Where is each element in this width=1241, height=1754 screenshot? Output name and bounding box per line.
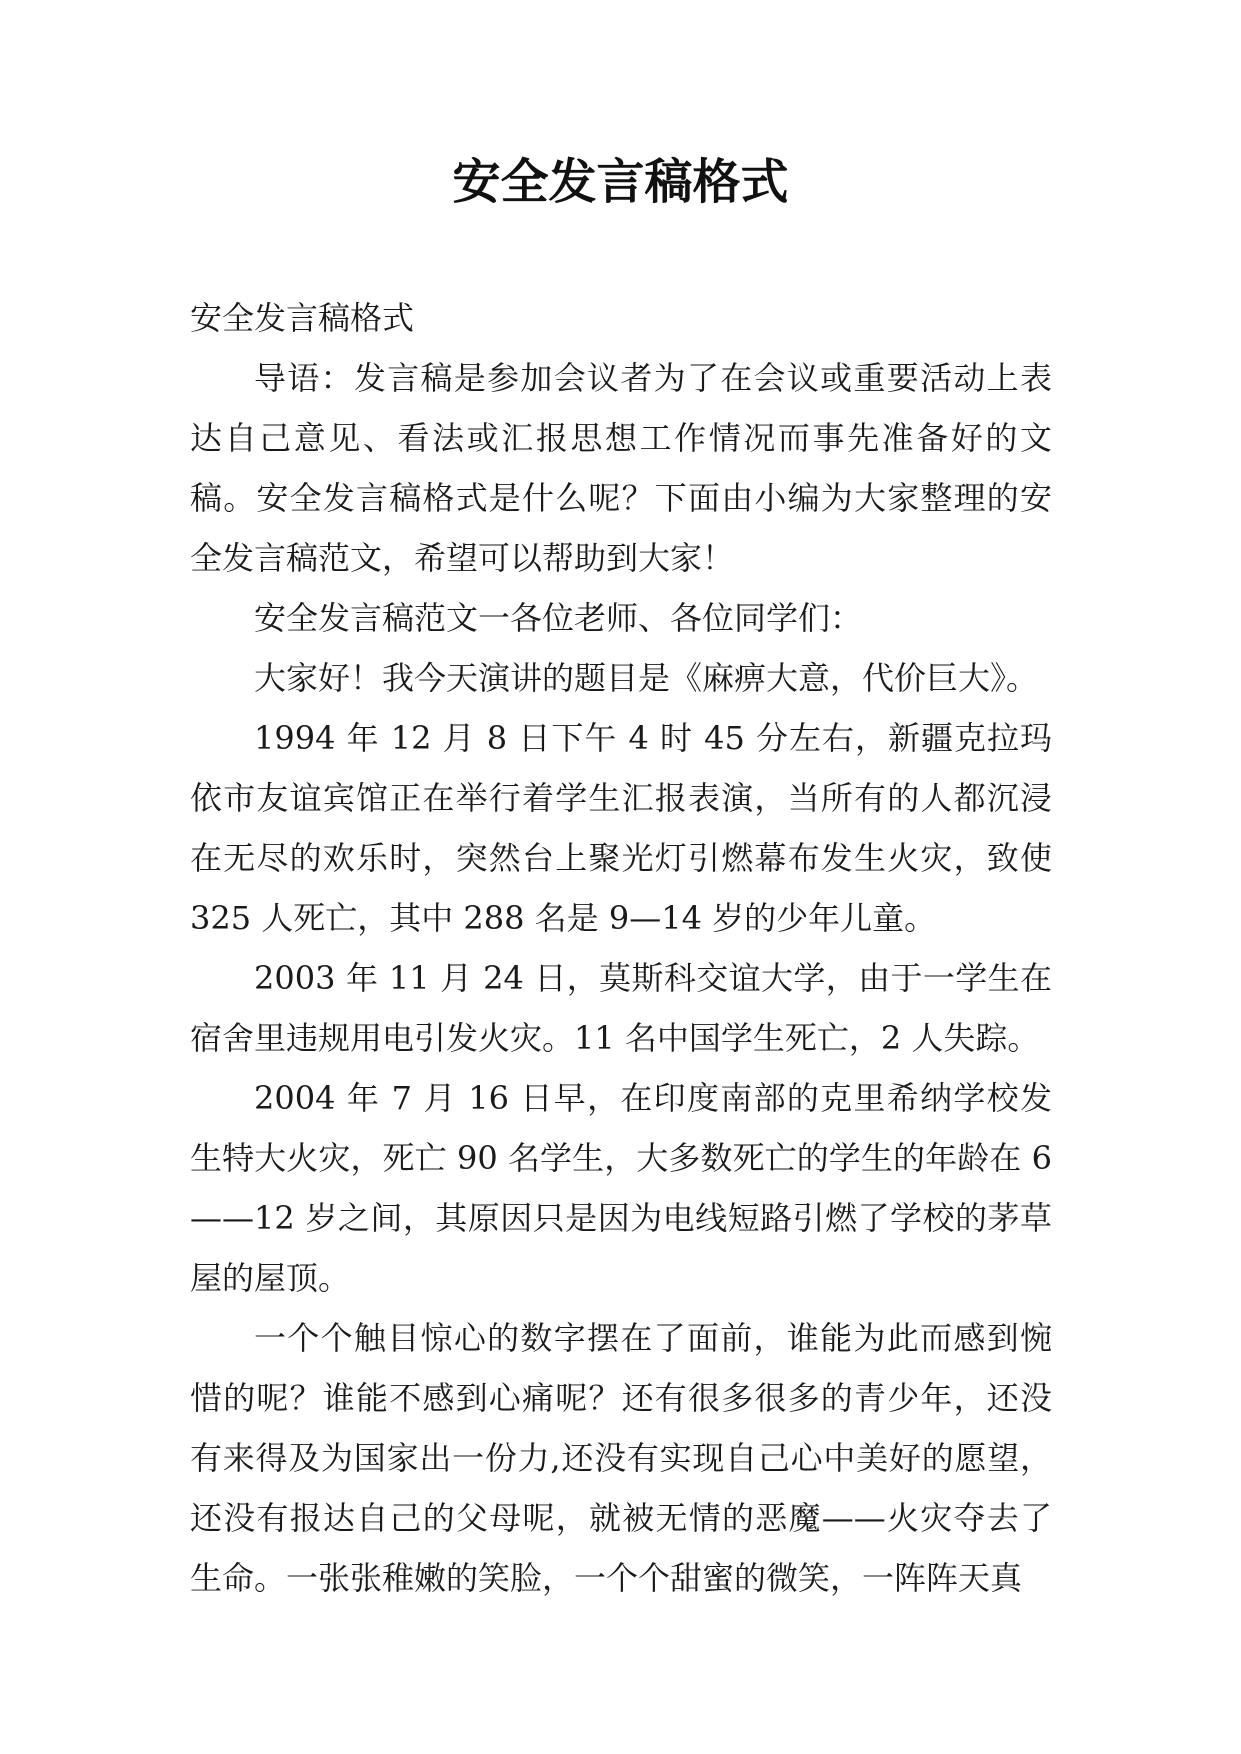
document-body bbox=[190, 288, 1052, 1608]
paragraph-reflection: 一个个触目惊心的数字摆在了面前，谁能为此而感到惋惜的呢？谁能不感到心痛呢？还有很多很多的青少年，还没有来得及为国家出一份力,还没有实现自己心中美好的愿望，还没有报达自己的父母呢，就被无情的恶魔——火灾夺去了生命。一张张稚嫩的笑脸，一个个甜蜜的微笑，一阵阵天真 bbox=[190, 1319, 1052, 1597]
paragraph-2004: 2004 年 7 月 16 日早，在印度南部的克里希纳学校发生特大火灾，死亡 90 名学生，大多数死亡的学生的年龄在 6——12 岁之间，其原因只是因为电线短路引燃了学校的茅草屋的屋顶。 bbox=[190, 1079, 1052, 1297]
paragraph-greeting: 大家好！我今天演讲的题目是《麻痹大意，代价巨大》。 bbox=[254, 659, 1039, 697]
paragraph-1994: 1994 年 12 月 8 日下午 4 时 45 分左右，新疆克拉玛依市友谊宾馆正在举行着学生汇报表演，当所有的人都沉浸在无尽的欢乐时，突然台上聚光灯引燃幕布发生火灾，致使 325 人死亡，其中 288 名是 9—14 岁的少年儿童。 bbox=[190, 719, 1052, 937]
paragraph-salutation: 安全发言稿范文一各位老师、各位同学们： bbox=[254, 599, 863, 637]
paragraph-2003: 2003 年 11 月 24 日，莫斯科交谊大学，由于一学生在宿舍里违规用电引发火灾。11 名中国学生死亡，2 人失踪。 bbox=[190, 959, 1052, 1057]
body-heading: 安全发言稿格式 bbox=[190, 299, 415, 337]
document-title: 安全发言稿格式 bbox=[452, 154, 789, 210]
paragraph-intro: 导语：发言稿是参加会议者为了在会议或重要活动上表达自己意见、看法或汇报思想工作情况而事先准备好的文稿。安全发言稿格式是什么呢？下面由小编为大家整理的安全发言稿范文，希望可以帮助到大家！ bbox=[190, 359, 1052, 577]
